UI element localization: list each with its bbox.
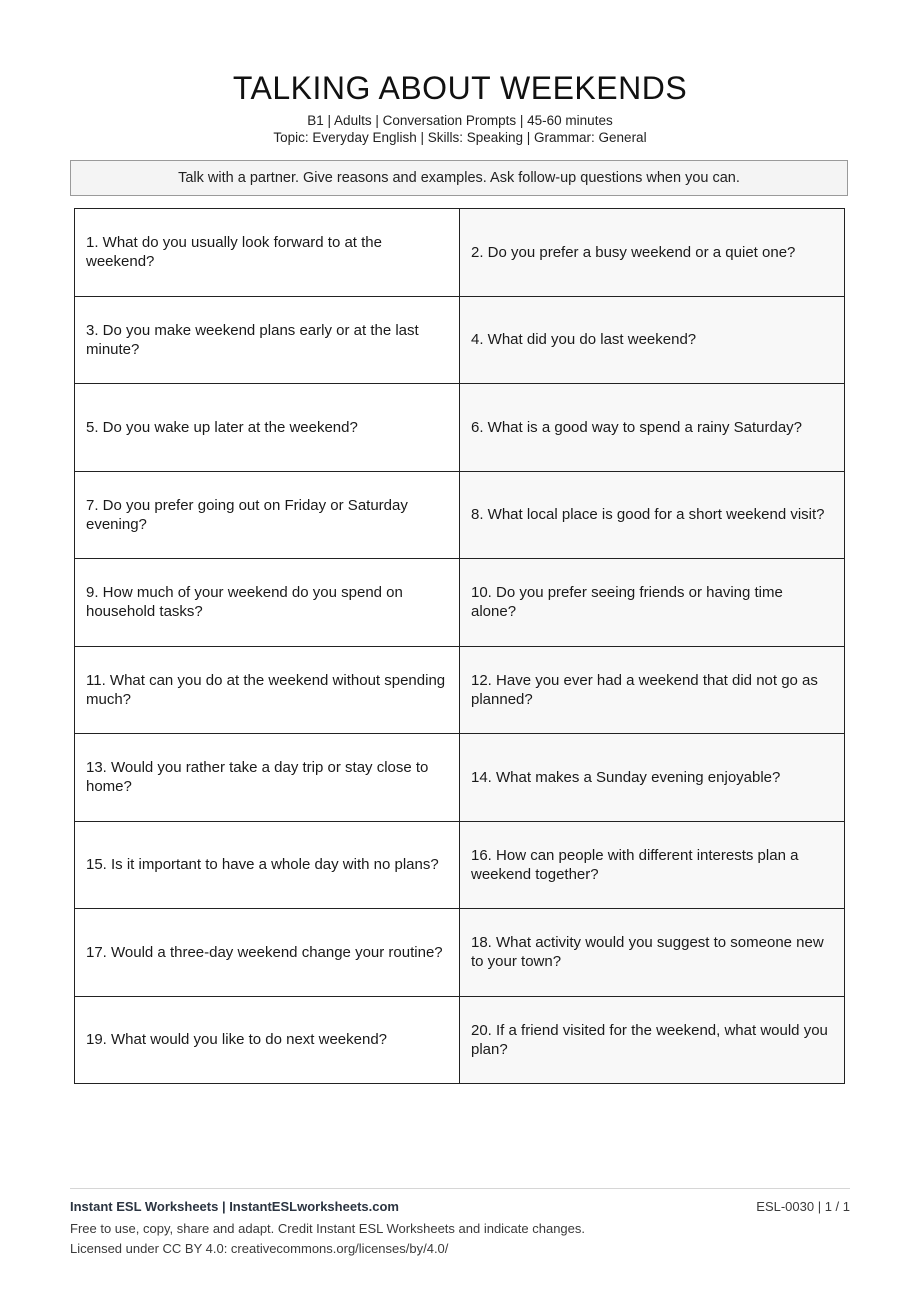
prompt-cell: 9. How much of your weekend do you spend on household tasks?: [75, 559, 460, 647]
prompt-grid: [74, 208, 845, 1084]
prompt-cell: 17. Would a three-day weekend change your routine?: [75, 909, 460, 997]
prompt-row: [75, 646, 845, 734]
prompt-cell: 18. What activity would you suggest to someone new to your town?: [460, 909, 845, 997]
prompt-row: [75, 296, 845, 384]
prompt-cell: 11. What can you do at the weekend without spending much?: [75, 646, 460, 734]
prompt-row: [75, 909, 845, 997]
prompt-cell: 20. If a friend visited for the weekend, what would you plan?: [460, 996, 845, 1084]
footer-divider: [70, 1188, 850, 1189]
prompt-cell: 12. Have you ever had a weekend that did not go as planned?: [460, 646, 845, 734]
prompt-cell: 6. What is a good way to spend a rainy Saturday?: [460, 384, 845, 472]
footer-license-link: Licensed under CC BY 4.0: creativecommons.org/licenses/by/4.0/: [70, 1241, 449, 1256]
prompt-cell: 2. Do you prefer a busy weekend or a quiet one?: [460, 209, 845, 297]
prompt-cell: 3. Do you make weekend plans early or at the last minute?: [75, 296, 460, 384]
prompt-cell: 15. Is it important to have a whole day with no plans?: [75, 821, 460, 909]
prompt-row: [75, 559, 845, 647]
worksheet-meta-topic: Topic: Everyday English | Skills: Speaking | Grammar: General: [273, 130, 647, 145]
prompt-row: [75, 384, 845, 472]
prompt-cell: 4. What did you do last weekend?: [460, 296, 845, 384]
prompt-cell: 19. What would you like to do next weekend?: [75, 996, 460, 1084]
prompt-cell: 13. Would you rather take a day trip or stay close to home?: [75, 734, 460, 822]
prompt-cell: 1. What do you usually look forward to at the weekend?: [75, 209, 460, 297]
prompt-row: [75, 209, 845, 297]
prompt-row: [75, 471, 845, 559]
prompt-cell: 7. Do you prefer going out on Friday or Saturday evening?: [75, 471, 460, 559]
worksheet-title: TALKING ABOUT WEEKENDS: [232, 70, 688, 106]
prompt-row: [75, 996, 845, 1084]
worksheet-meta-level: B1 | Adults | Conversation Prompts | 45-60 minutes: [307, 113, 613, 128]
instructions-box: [70, 160, 848, 196]
footer-worksheet-code: ESL-0030 | 1 / 1: [756, 1199, 850, 1214]
prompt-row: [75, 821, 845, 909]
instructions-text: Talk with a partner. Give reasons and examples. Ask follow-up questions when you can.: [178, 170, 740, 186]
footer-brand: Instant ESL Worksheets | InstantESLworksheets.com: [70, 1199, 399, 1214]
prompt-cell: 16. How can people with different interests plan a weekend together?: [460, 821, 845, 909]
prompt-cell: 14. What makes a Sunday evening enjoyable?: [460, 734, 845, 822]
prompt-row: [75, 734, 845, 822]
prompt-cell: 5. Do you wake up later at the weekend?: [75, 384, 460, 472]
prompt-cell: 8. What local place is good for a short weekend visit?: [460, 471, 845, 559]
footer-license-terms: Free to use, copy, share and adapt. Credit Instant ESL Worksheets and indicate changes.: [70, 1221, 586, 1236]
prompt-cell: 10. Do you prefer seeing friends or having time alone?: [460, 559, 845, 647]
